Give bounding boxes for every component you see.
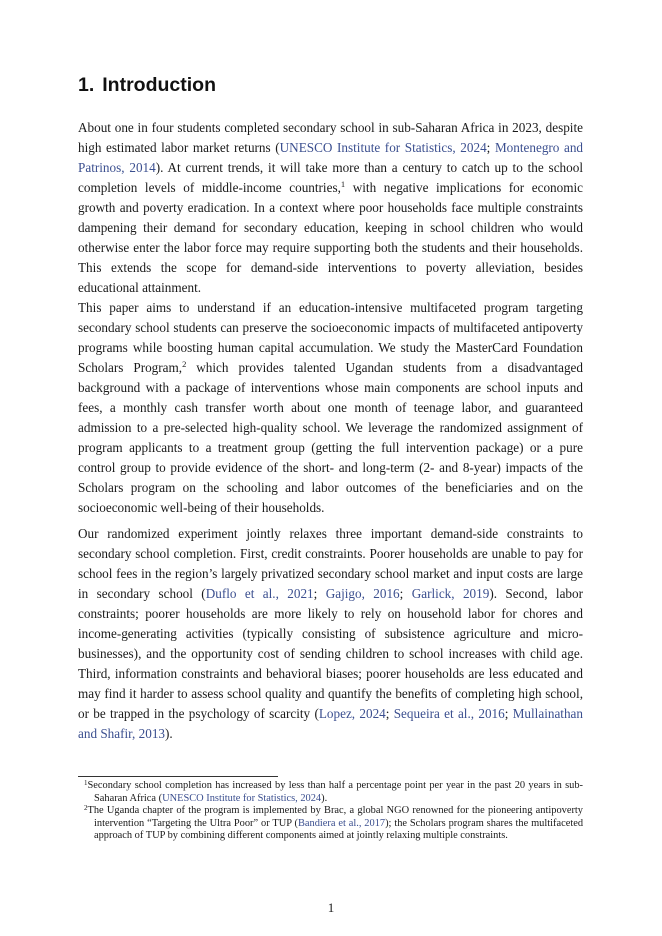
citation-link[interactable]: UNESCO Institute for Statistics, 2024 — [162, 792, 322, 804]
paragraph-1 — [78, 118, 583, 298]
text-run: which provides talented Ugandan students from a disadvantaged background with a package of interventions whose main components are school inputs and fees, a monthly cash transfer worth about one month of teenage labor, and guaranteed admission to a pre-selected high-quality school. We leverage the randomized assignment of program applicants to a treatment group (getting the full intervention package) or a pure control group to provide evidence of the short- and long-term (2- and 8-year) impacts of the Scholars program on the schooling and labor outcomes of the beneficiaries and on the socioeconomic well-being of their households. — [78, 360, 583, 515]
footnote-ref-1[interactable]: 1 — [340, 179, 346, 189]
text-run: ; — [399, 586, 412, 601]
footnote-rule — [78, 776, 278, 777]
footnote-mark: 1 — [84, 779, 88, 787]
text-run: About one in four students completed secondary school in sub-Saharan Africa in 2023, despite high estimated labor market returns ( — [78, 120, 583, 155]
section-heading — [78, 74, 216, 97]
text-run: ). At current trends, it will take more than a century to catch up to the school completion levels of middle-income countries, — [78, 160, 583, 195]
footnotes — [78, 780, 583, 843]
text-run: ). — [321, 792, 328, 804]
citation-link[interactable]: UNESCO Institute for Statistics, 2024 — [279, 140, 487, 155]
text-run: Secondary school completion has increased by less than half a percentage point per year in the past 20 years in sub-Saharan Africa ( — [87, 780, 583, 804]
citation-link[interactable]: Lopez, 2024 — [318, 706, 386, 721]
citation-link[interactable]: Montenegro and Patrinos, 2014 — [78, 140, 584, 175]
text-run: ). — [165, 726, 173, 741]
text-run: ; — [486, 140, 495, 155]
citation-link[interactable]: Gajigo, 2016 — [325, 586, 400, 601]
text-run: The Uganda chapter of the program is implemented by Brac, a global NGO renowned for the pioneering antipoverty intervention “Targeting the Ultra Poor” or TUP ( — [87, 805, 583, 829]
footnote-1 — [78, 780, 583, 805]
text-run: ); the Scholars program shares the multifaceted approach of TUP by combining different components aimed at jointly relaxing multiple constraints. — [94, 817, 584, 842]
text-run: ). Second, labor constraints; poorer households are more likely to rely on household labor for chores and income-generating activities (typically consisting of subsistence agriculture and micro-businesses), and the opportunity cost of sending children to school increases with child age. Third, information constraints and behavioral biases; poorer households are less educated and may find it harder to assess school quality and quantify the benefits of completing high school, or be trapped in the psychology of scarcity ( — [78, 586, 584, 721]
citation-link[interactable]: Mullainathan and Shafir, 2013 — [78, 706, 584, 741]
footnote-mark: 2 — [84, 804, 88, 813]
text-run: Our randomized experiment jointly relaxes three important demand-side constraints to secondary school completion. First, credit constraints. Poorer households are unable to pay for school fees in the region’s largely privatized secondary school market and input costs are large in secondary school ( — [78, 526, 583, 601]
footnote-2 — [78, 805, 583, 843]
citation-link[interactable]: Duflo et al., 2021 — [205, 586, 314, 601]
footnote-ref-2[interactable]: 2 — [182, 359, 187, 369]
section-number: 1. — [78, 74, 95, 96]
section-title: Introduction — [102, 74, 216, 96]
citation-link[interactable]: Sequeira et al., 2016 — [393, 706, 505, 721]
text-run: with negative implications for economic growth and poverty eradication. In a context where poor households face multiple constraints dampening their demand for secondary education, keeping in school children who would otherwise enter the labor force may require supporting both the students and their households. This extends the scope for demand-side interventions to poverty alleviation, besides educational attainment. — [78, 180, 584, 295]
text-run: ; — [504, 706, 513, 721]
paragraph-2 — [78, 298, 583, 518]
citation-link[interactable]: Garlick, 2019 — [411, 586, 490, 601]
paragraph-3 — [78, 524, 583, 744]
citation-link[interactable]: Bandiera et al., 2017 — [297, 817, 386, 829]
text-run: ; — [313, 586, 326, 601]
body-text — [78, 118, 583, 744]
text-run: This paper aims to understand if an education-intensive multifaceted program targeting secondary school students can preserve the socioeconomic impacts of multifaceted antipoverty programs while boosting human capital accumulation. We study the MasterCard Foundation Scholars Program, — [78, 300, 583, 375]
page-number: 1 — [327, 900, 335, 915]
text-run: ; — [385, 706, 394, 721]
